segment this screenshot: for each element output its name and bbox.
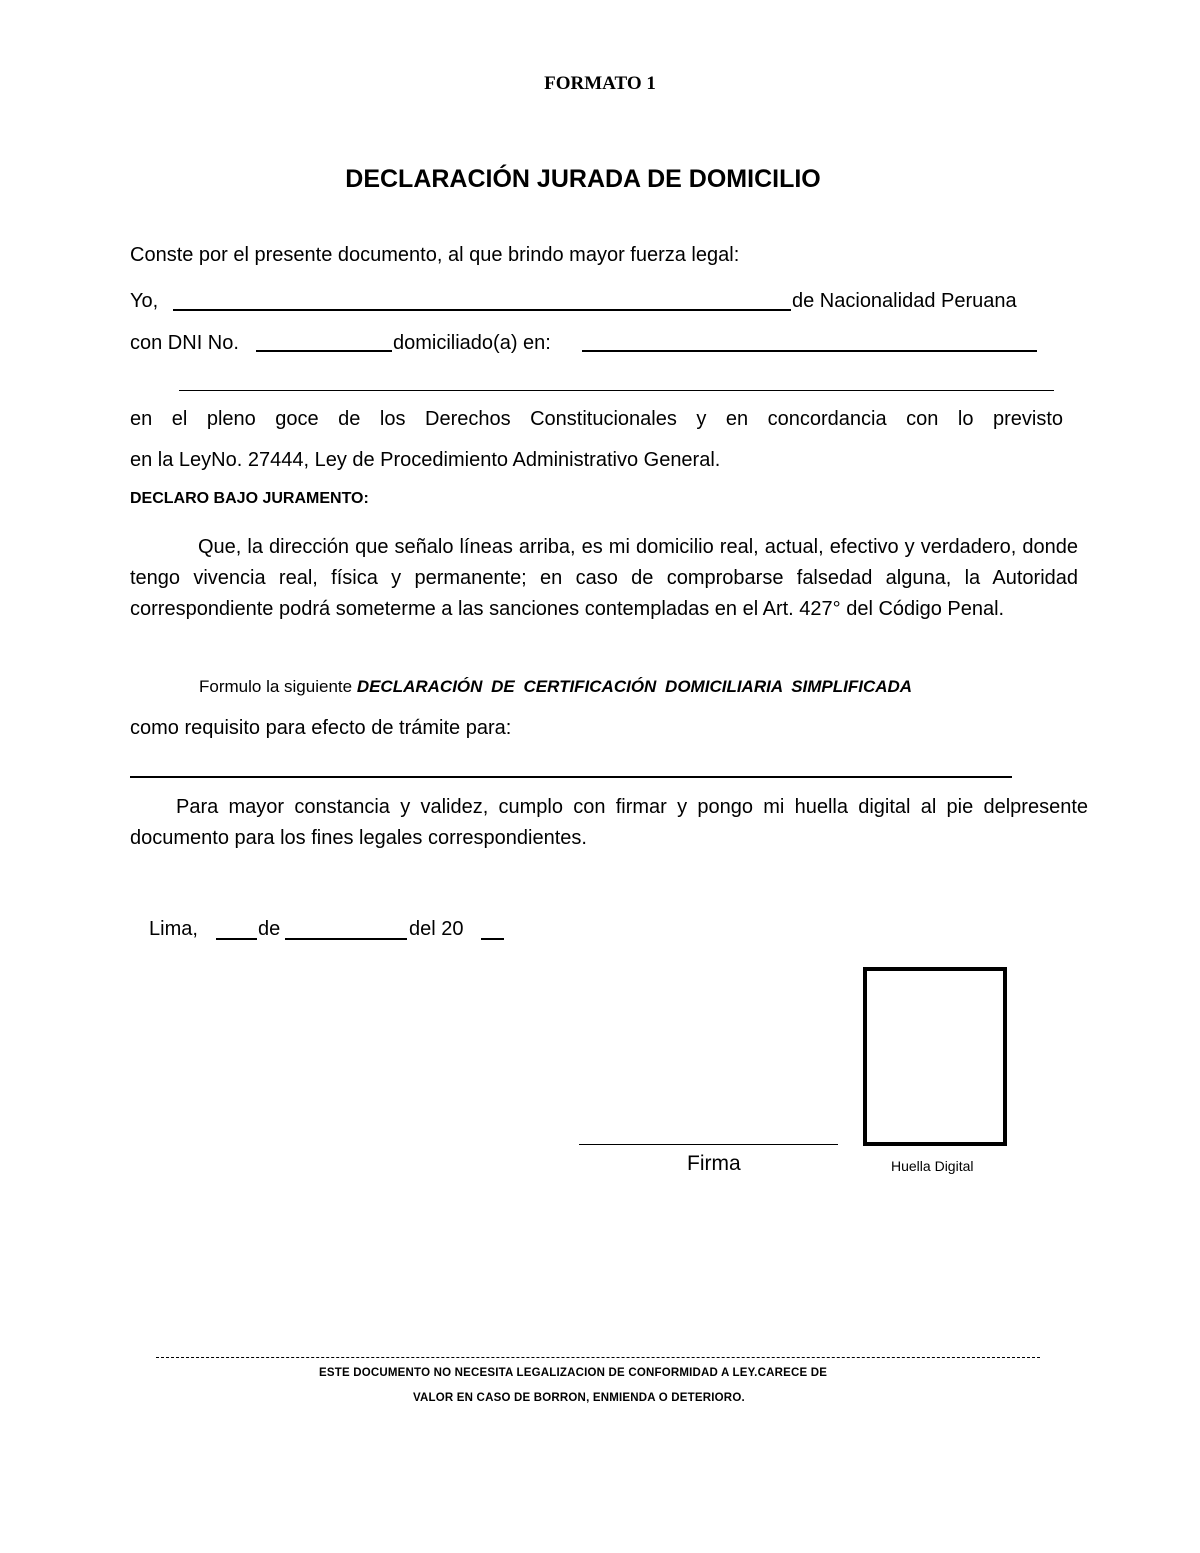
date-del: del 20 [409, 918, 464, 940]
month-field-line[interactable] [285, 938, 407, 940]
oath-paragraph: Que, la dirección que señalo líneas arriba, es mi domicilio real, actual, efectivo y verdadero, donde tengo vivencia real, física y permanente; en caso de comprobarse falsedad alguna, la Autoridad correspondiente podrá someterme a las sanciones contempladas en el Art. 427° del Código Penal. [130, 536, 1078, 620]
formulo-prefix: Formulo la siguiente [199, 677, 353, 696]
declaro-heading: DECLARO BAJO JURAMENTO: [130, 490, 369, 507]
legal-basis-line-1: en el pleno goce de los Derechos Constitucionales y en concordancia con lo previsto [130, 408, 1063, 430]
name-field-line[interactable] [173, 309, 791, 311]
closing-paragraph: Para mayor constancia y validez, cumplo con firmar y pongo mi huella digital al pie delpresente documento para los fines legales correspondientes. [130, 796, 1088, 849]
fingerprint-box[interactable] [863, 967, 1007, 1146]
nationality-text: de Nacionalidad Peruana [792, 290, 1017, 312]
format-label: FORMATO 1 [544, 73, 656, 94]
year-field-line[interactable] [481, 938, 504, 940]
day-field-line[interactable] [216, 938, 257, 940]
domiciliado-label: domiciliado(a) en: [393, 332, 551, 354]
footer-line-2: VALOR EN CASO DE BORRON, ENMIENDA O DETERIORO. [413, 1392, 745, 1404]
footer-line-1: ESTE DOCUMENTO NO NECESITA LEGALIZACION DE CONFORMIDAD A LEY.CARECE DE [319, 1367, 828, 1379]
date-de: de [258, 918, 281, 940]
signature-line[interactable] [579, 1144, 838, 1145]
legal-basis-line-2: en la LeyNo. 27444, Ley de Procedimiento Administrativo General. [130, 449, 721, 471]
procedure-field-line[interactable] [130, 776, 1012, 778]
date-city: Lima, [149, 918, 198, 940]
formulo-line [199, 676, 912, 698]
dni-label: con DNI No. [130, 332, 239, 354]
dni-field-line[interactable] [256, 350, 392, 352]
footer-divider [156, 1357, 1040, 1358]
intro-text: Conste por el presente documento, al que brindo mayor fuerza legal: [130, 244, 740, 266]
fingerprint-label: Huella Digital [891, 1158, 974, 1174]
address-field-line[interactable] [582, 350, 1037, 352]
document-title: DECLARACIÓN JURADA DE DOMICILIO [345, 165, 821, 193]
signature-label: Firma [687, 1152, 741, 1175]
formulo-emphasis: DECLARACIÓN DE CERTIFICACIÓN DOMICILIARIA SIMPLIFICADA [356, 677, 913, 696]
address-field-line-2[interactable] [179, 390, 1054, 391]
requisito-text: como requisito para efecto de trámite para: [130, 717, 512, 739]
yo-label: Yo, [130, 290, 159, 312]
